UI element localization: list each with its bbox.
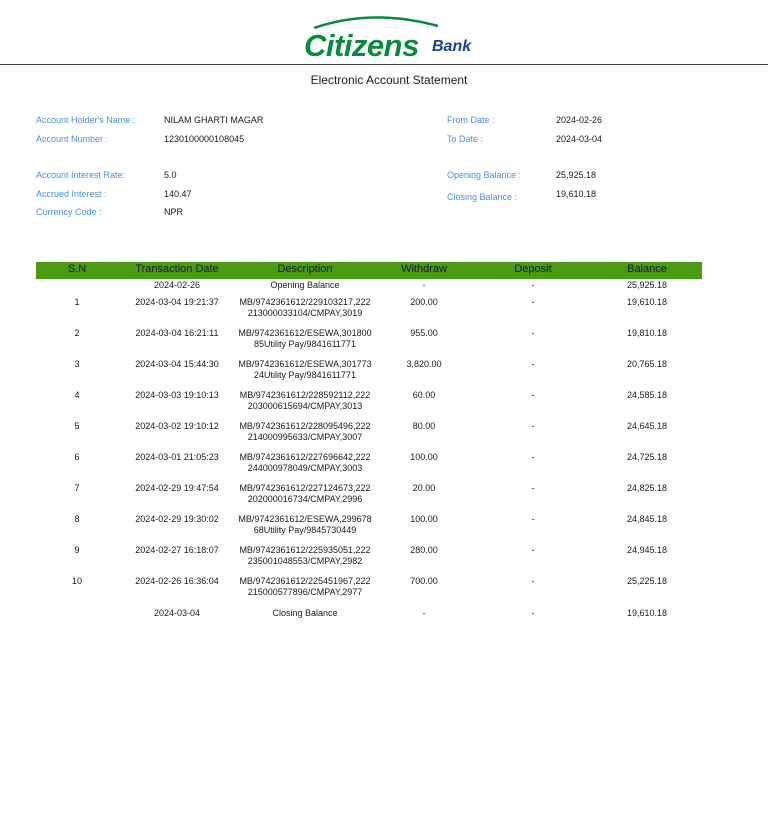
holder-name-label: Account Holder's Name :: [36, 115, 136, 125]
row-deposit: -: [531, 514, 535, 524]
row-withdraw: 280.00: [410, 545, 438, 555]
from-date-label: From Date :: [447, 115, 495, 125]
row-description: [238, 328, 371, 350]
row-withdraw: 955.00: [410, 328, 438, 338]
row-description: [238, 359, 371, 381]
row-withdraw: 20.00: [412, 483, 436, 493]
currency-code-value: NPR: [164, 207, 184, 217]
closing-balance-label: Closing Balance :: [447, 192, 518, 202]
row-balance: 19,610.18: [626, 297, 668, 307]
opening-row-balance: 25,925.18: [626, 280, 668, 290]
closing-balance-value: 19,610.18: [556, 189, 597, 199]
row-sn: 2: [74, 328, 80, 338]
col-deposit-header: Deposit: [514, 263, 552, 275]
row-description-line2: 203000615694/CMPAY,3013: [247, 401, 363, 411]
row-description-line2: 244000978049/CMPAY,3003: [247, 463, 363, 473]
row-withdraw: 100.00: [410, 514, 438, 524]
account-number-value: 1230100000108045: [164, 134, 245, 144]
col-date-header: Transaction Date: [135, 263, 219, 275]
row-deposit: -: [531, 297, 535, 307]
row-balance: 19,810.18: [626, 328, 668, 338]
row-date: 2024-03-01 21:05:23: [135, 452, 219, 462]
row-withdraw: 80.00: [412, 421, 436, 431]
row-description: [239, 545, 370, 567]
row-description-line2: 85Utility Pay/9841611771: [254, 339, 356, 349]
row-deposit: -: [531, 390, 535, 400]
row-description-line2: 68Utility Pay/9845730449: [253, 525, 357, 535]
row-description-line2: 214000995633/CMPAY,3007: [247, 432, 363, 442]
row-description-line1: MB/9742361612/ESEWA,299678: [238, 514, 372, 524]
row-description: [240, 390, 370, 412]
opening-row-deposit: -: [531, 280, 535, 290]
row-date: 2024-02-29 19:30:02: [135, 514, 219, 524]
col-sn-header: S.N: [67, 263, 87, 275]
row-description: [239, 576, 370, 598]
row-sn: 8: [74, 514, 80, 524]
from-date-value: 2024-02-26: [556, 115, 603, 125]
row-date: 2024-02-27 16:18:07: [135, 545, 219, 555]
row-description-line1: MB/9742361612/227124673,222: [239, 483, 371, 493]
row-sn: 10: [71, 576, 83, 586]
interest-rate-label: Account Interest Rate:: [36, 170, 126, 180]
holder-name-value: NILAM GHARTI MAGAR: [164, 115, 264, 125]
currency-code-label: Currency Code :: [36, 207, 102, 217]
row-balance: 24,845.18: [626, 514, 668, 524]
statement-title: Electronic Account Statement: [310, 73, 468, 87]
row-sn: 5: [74, 421, 80, 431]
row-balance: 24,725.18: [626, 452, 668, 462]
row-description-line1: MB/9742361612/225451967,222: [239, 576, 371, 586]
closing-row-balance: 19,610.18: [626, 608, 668, 618]
row-balance: 20,765.18: [626, 359, 668, 369]
row-balance: 24,825.18: [626, 483, 668, 493]
row-description: [239, 297, 370, 319]
row-deposit: -: [531, 328, 535, 338]
row-deposit: -: [531, 421, 535, 431]
row-description-line1: MB/9742361612/228592112,222: [239, 390, 371, 400]
to-date-value: 2024-03-04: [556, 134, 603, 144]
row-withdraw: 100.00: [410, 452, 438, 462]
row-withdraw: 60.00: [412, 390, 436, 400]
opening-balance-value: 25,925.18: [556, 170, 597, 180]
row-description-line1: MB/9742361612/229103217,222: [239, 297, 371, 307]
row-balance: 24,945.18: [626, 545, 668, 555]
row-deposit: -: [531, 452, 535, 462]
row-balance: 24,645.18: [626, 421, 668, 431]
closing-row-deposit: -: [531, 608, 535, 618]
row-date: 2024-03-04 16:21:11: [135, 328, 219, 338]
row-sn: 3: [74, 359, 80, 369]
row-description-line1: MB/9742361612/ESEWA,301773: [238, 359, 372, 369]
row-withdraw: 700.00: [410, 576, 438, 586]
row-sn: 7: [74, 483, 80, 493]
row-balance: 24,585.18: [626, 390, 668, 400]
row-date: 2024-03-04 15:44:30: [135, 359, 219, 369]
col-balance-header: Balance: [627, 263, 667, 275]
row-description-line2: 235001048553/CMPAY,2982: [247, 556, 363, 566]
row-description-line2: 24Utility Pay/9841611771: [254, 370, 356, 380]
row-description-line1: MB/9742361612/225935051,222: [239, 545, 371, 555]
row-description-line1: MB/9742361612/ESEWA,301800: [238, 328, 372, 338]
row-description: [238, 514, 371, 536]
opening-row-date: 2024-02-26: [153, 280, 201, 290]
account-number-label: Account Number :: [36, 134, 109, 144]
closing-row-withdraw: -: [422, 608, 426, 618]
row-withdraw: 200.00: [410, 297, 438, 307]
col-withdraw-header: Withdraw: [401, 263, 447, 275]
accrued-interest-label: Accrued Interest :: [36, 189, 107, 199]
row-description-line1: MB/9742361612/227696642,222: [239, 452, 371, 462]
row-date: 2024-03-03 19:10:13: [135, 390, 219, 400]
logo-bank-text: Bank: [432, 38, 472, 55]
row-date: 2024-02-29 19:47:54: [135, 483, 219, 493]
row-description-line2: 215000577896/CMPAY,2977: [247, 587, 363, 597]
statement-header: [0, 0, 768, 65]
row-date: 2024-03-02 19:10:12: [135, 421, 219, 431]
opening-row-withdraw: -: [422, 280, 426, 290]
row-description-line2: 213000033104/CMPAY,3019: [247, 308, 363, 318]
row-deposit: -: [531, 545, 535, 555]
row-balance: 25,225.18: [626, 576, 668, 586]
row-description: [239, 421, 370, 443]
transactions-table-header: [36, 262, 702, 279]
closing-row-description: Closing Balance: [272, 608, 338, 618]
citizens-bank-logo: [304, 14, 484, 63]
row-deposit: -: [531, 576, 535, 586]
row-withdraw: 3,820.00: [406, 359, 442, 369]
row-sn: 1: [74, 297, 80, 307]
closing-row-date: 2024-03-04: [153, 608, 201, 618]
row-date: 2024-02-26 16:36:04: [135, 576, 219, 586]
interest-rate-value: 5.0: [164, 170, 177, 180]
logo-wordmark: Citizens: [304, 28, 419, 63]
opening-row-description: Opening Balance: [270, 280, 340, 290]
row-date: 2024-03-04 19:21:37: [135, 297, 219, 307]
col-description-header: Description: [277, 263, 333, 275]
row-sn: 4: [74, 390, 80, 400]
row-description-line2: 202000016734/CMPAY,2996: [247, 494, 363, 504]
row-description: [239, 452, 370, 474]
row-deposit: -: [531, 483, 535, 493]
row-description-line1: MB/9742361612/228095496,222: [239, 421, 371, 431]
to-date-label: To Date :: [447, 134, 484, 144]
row-sn: 6: [74, 452, 80, 462]
row-description: [239, 483, 370, 505]
row-deposit: -: [531, 359, 535, 369]
accrued-interest-value: 140.47: [164, 189, 192, 199]
opening-balance-label: Opening Balance :: [447, 170, 522, 180]
row-sn: 9: [74, 545, 80, 555]
